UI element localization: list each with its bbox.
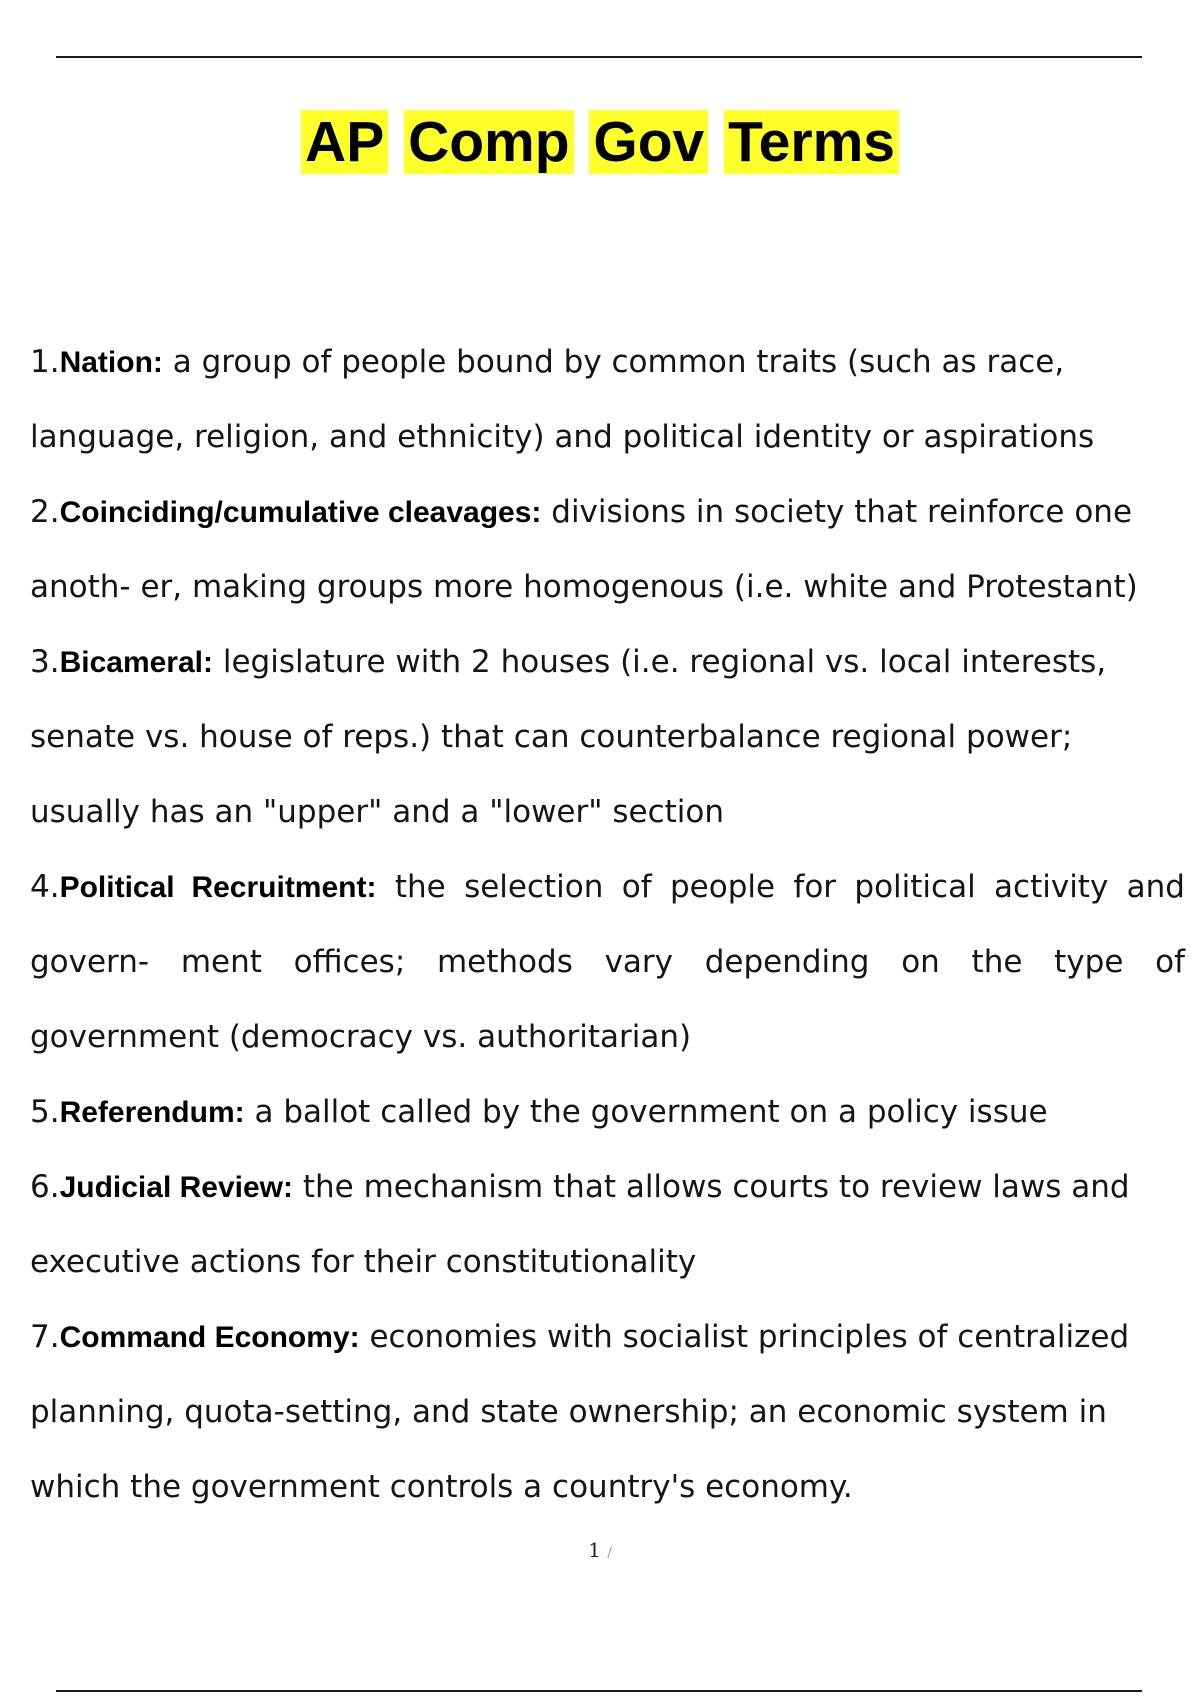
term-label: Political Recruitment: <box>59 871 377 904</box>
title-word: Comp <box>404 110 573 174</box>
term-definition: a group of people bound by common traits (such as race, language, religion, and ethnicity) and political identity or aspirations <box>30 344 1095 455</box>
term-label: Judicial Review: <box>59 1171 294 1204</box>
term-label: Command Economy: <box>59 1321 360 1354</box>
term-number: 5. <box>30 1094 60 1130</box>
title-word: Gov <box>589 110 708 174</box>
term-label: Bicameral: <box>59 646 213 679</box>
term-number: 3. <box>30 644 60 680</box>
top-rule <box>56 56 1142 58</box>
term-item <box>30 1075 1185 1150</box>
term-definition: divisions in society that reinforce one anoth- er, making groups more homogenous (i.e. white and Protestant) <box>30 494 1138 605</box>
term-definition: a ballot called by the government on a policy issue <box>244 1094 1048 1130</box>
term-number: 4. <box>30 869 60 905</box>
page-title <box>301 108 899 176</box>
term-item <box>30 1150 1185 1300</box>
term-item <box>30 475 1185 625</box>
term-label: Coinciding/cumulative cleavages: <box>59 496 542 529</box>
term-number: 6. <box>30 1169 60 1205</box>
page-number-value: 1 <box>588 1538 601 1562</box>
term-definition: the selection of people for political activity and govern- ment offices; methods vary depending on the type of government (democracy vs. authoritarian) <box>30 869 1185 1055</box>
title-container <box>0 108 1200 176</box>
term-number: 2. <box>30 494 60 530</box>
bottom-rule <box>56 1690 1142 1692</box>
term-number: 1. <box>30 344 60 380</box>
term-label: Referendum: <box>59 1096 245 1129</box>
term-number: 7. <box>30 1319 60 1355</box>
term-item <box>30 625 1185 850</box>
term-item <box>30 850 1185 1075</box>
term-definition: the mechanism that allows courts to review laws and executive actions for their constitutionality <box>30 1169 1130 1280</box>
terms-list <box>30 325 1185 1525</box>
title-word: AP <box>301 110 388 174</box>
term-item <box>30 1300 1185 1525</box>
page-number-suffix: / <box>607 1545 612 1561</box>
term-label: Nation: <box>59 346 163 379</box>
term-definition: economies with socialist principles of centralized planning, quota-setting, and state ownership; an economic system in which the government controls a country's economy. <box>30 1319 1130 1505</box>
term-definition: legislature with 2 houses (i.e. regional vs. local interests, senate vs. house of reps.) that can counterbalance regional power; usually has an "upper" and a "lower" section <box>30 644 1107 830</box>
title-word: Terms <box>724 110 899 174</box>
page-number <box>0 1538 1200 1562</box>
term-item <box>30 325 1185 475</box>
